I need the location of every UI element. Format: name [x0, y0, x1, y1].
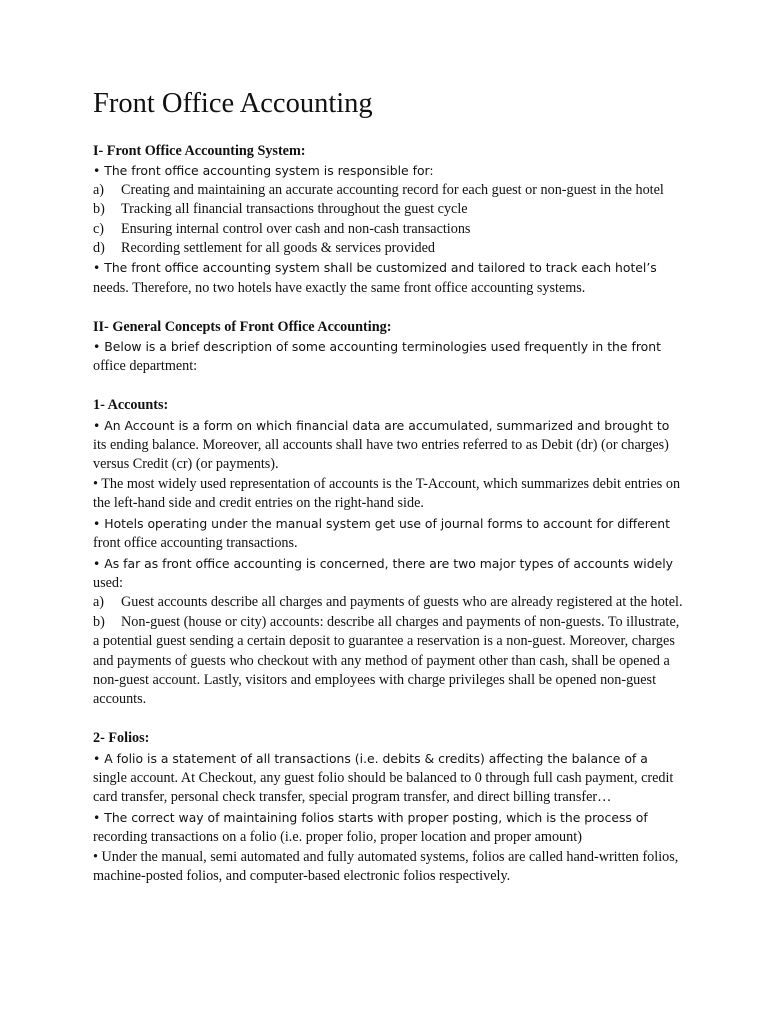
accounts-para-1-line-1: • An Account is a form on which financial data are accumulated, summarized and brought to — [93, 417, 670, 433]
section-1-item-b — [93, 200, 683, 219]
spacer — [93, 710, 683, 729]
accounts-para-4-line-1: • As far as front office accounting is concerned, there are two major types of accounts widely — [93, 555, 673, 571]
item-label: a) — [93, 181, 105, 198]
accounts-heading: 1- Accounts: — [93, 397, 169, 414]
item-text: Ensuring internal control over cash and non-cash transactions — [121, 220, 471, 237]
closing-line-2: needs. Therefore, no two hotels have exactly the same front office accounting systems. — [93, 279, 586, 296]
item-text: Creating and maintaining an accurate accounting record for each guest or non-guest in the hotel — [121, 181, 664, 198]
folios-para-2 — [93, 808, 683, 848]
item-text: Tracking all financial transactions throughout the guest cycle — [121, 201, 468, 218]
folios-para-2-line-2: recording transactions on a folio (i.e. proper folio, proper location and proper amount) — [93, 829, 582, 846]
item-label: c) — [93, 220, 105, 237]
item-text: Non-guest (house or city) accounts: describe all charges and payments of non-guests. To illustrate, a potential guest sending a certain deposit to guarantee a reservation is a non-guest. Moreover, charges and payments of guests who checkout with any method of payment other than cash, shall be opened a non-guest account. Lastly, visitors and employees with charge privileges shall be opened non-guest accounts. — [93, 613, 680, 708]
intro-line-1: • Below is a brief description of some accounting terminologies used frequently in the front — [93, 339, 661, 355]
accounts-para-3-line-1: • Hotels operating under the manual system get use of journal forms to account for different — [93, 515, 670, 531]
accounts-item-b — [93, 613, 683, 710]
item-label: b) — [93, 613, 105, 630]
accounts-item-a — [93, 593, 683, 612]
intro-line-2: office department: — [93, 358, 198, 375]
accounts-para-1-rest: its ending balance. Moreover, all accounts shall have two entries referred to as Debit (dr) (or charges) versus Credit (cr) (or payments). — [93, 437, 669, 473]
section-2-heading: II- General Concepts of Front Office Accounting: — [93, 318, 392, 335]
closing-line-1: • The front office accounting system shall be customized and tailored to track each hotel’s — [93, 260, 657, 276]
section-1-item-d — [93, 239, 683, 258]
section-2-intro — [93, 337, 683, 377]
folios-heading: 2- Folios: — [93, 730, 150, 747]
folios-para-1-line-1: • A folio is a statement of all transactions (i.e. debits & credits) affecting the balance of a — [93, 750, 648, 766]
document-title: Front Office Accounting — [93, 88, 373, 119]
section-1-item-a — [93, 181, 683, 200]
folios-para-1 — [93, 749, 683, 808]
accounts-para-4-line-2: used: — [93, 574, 123, 591]
section-1-intro: • The front office accounting system is responsible for: — [93, 163, 434, 179]
section-1-heading: I- Front Office Accounting System: — [93, 143, 306, 159]
accounts-para-3 — [93, 514, 683, 554]
accounts-para-4 — [93, 554, 683, 594]
spacer — [93, 298, 683, 317]
accounts-para-2: • The most widely used representation of accounts is the T-Account, which summarizes debit entries on the left-hand side and credit entries on the right-hand side. — [93, 475, 681, 512]
folios-para-3: • Under the manual, semi automated and fully automated systems, folios are called hand-written folios, machine-posted folios, and computer-based electronic folios respectively. — [93, 848, 679, 884]
item-label: d) — [93, 240, 105, 257]
spacer — [93, 377, 683, 396]
section-1-item-c — [93, 220, 683, 239]
folios-para-1-rest: single account. At Checkout, any guest folio should be balanced to 0 through full cash payment, credit card transfer, personal check transfer, special program transfer, and direct billing transfer… — [93, 769, 674, 806]
item-label: a) — [93, 594, 105, 611]
item-text: Recording settlement for all goods & services provided — [121, 240, 436, 257]
section-1-closing — [93, 258, 683, 298]
item-text: Guest accounts describe all charges and payments of guests who are already registered at the hotel. — [121, 594, 683, 611]
folios-para-2-line-1: • The correct way of maintaining folios starts with proper posting, which is the process of — [93, 809, 648, 825]
accounts-para-3-line-2: front office accounting transactions. — [93, 535, 298, 552]
document-page — [93, 84, 683, 886]
item-label: b) — [93, 201, 105, 218]
accounts-para-1 — [93, 416, 683, 475]
